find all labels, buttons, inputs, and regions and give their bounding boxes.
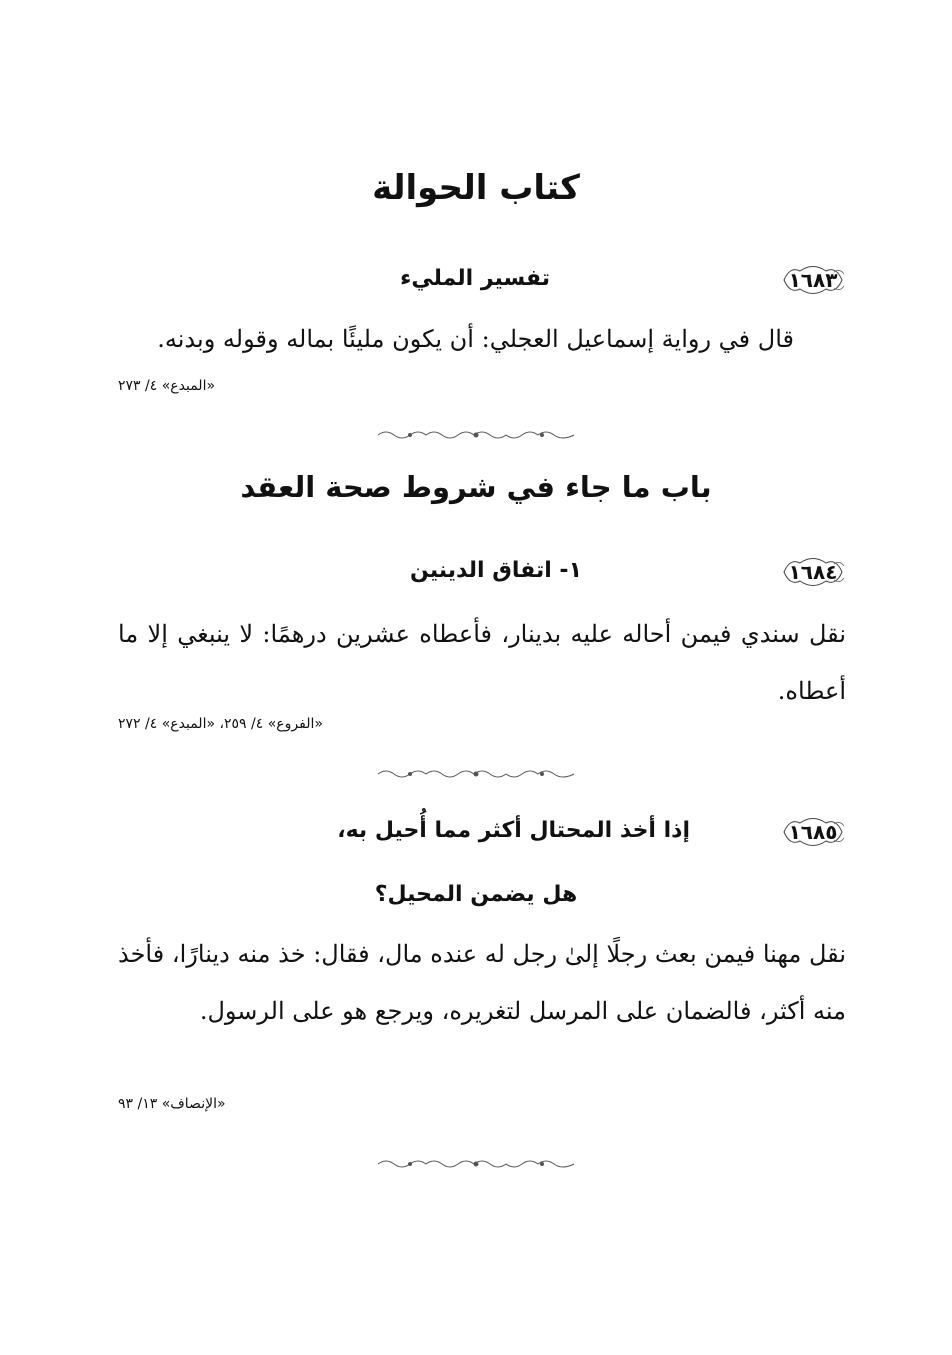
- entry-number-badge: [778, 554, 848, 590]
- entry-number: ١٦٨٣: [788, 268, 838, 292]
- book-title: كتاب الحوالة: [372, 168, 580, 208]
- ornamental-divider-icon: [376, 1157, 576, 1171]
- entry-subheading: هل يضمن المحيل؟: [374, 882, 578, 907]
- entry-heading: إذا أخذ المحتال أكثر مما أُحيل به،: [337, 818, 690, 843]
- ornamental-divider-icon: [376, 767, 576, 781]
- entry-body: نقل سندي فيمن أحاله عليه بدينار، فأعطاه عشرين درهمًا: لا ينبغي إلا ما أعطاه.: [118, 620, 846, 705]
- section-title: باب ما جاء في شروط صحة العقد: [240, 470, 712, 504]
- entry-body: نقل مهنا فيمن بعث رجلًا إلىٰ رجل له عنده مال، فقال: خذ منه دينارًا، فأخذ منه أكثر، فالضمان على المرسل لتغريره، ويرجع هو على الرسول.: [118, 940, 846, 1025]
- source-citation: «المبدع» ٤/ ٢٧٣: [118, 378, 216, 394]
- source-citation: «الإنصاف» ١٣/ ٩٣: [118, 1096, 226, 1112]
- entry-body: قال في رواية إسماعيل العجلي: أن يكون مليئًا بماله وقوله وبدنه.: [157, 325, 794, 353]
- ornamental-divider-icon: [376, 428, 576, 442]
- entry-number-badge: [778, 262, 848, 298]
- entry-number: ١٦٨٤: [788, 560, 838, 584]
- entry-heading: ١- اتفاق الدينين: [410, 558, 582, 583]
- entry-number: ١٦٨٥: [788, 820, 838, 844]
- source-citation: «الفروع» ٤/ ٢٥٩، «المبدع» ٤/ ٢٧٢: [118, 716, 323, 732]
- entry-number-badge: [778, 814, 848, 850]
- entry-heading: تفسير المليء: [400, 266, 550, 291]
